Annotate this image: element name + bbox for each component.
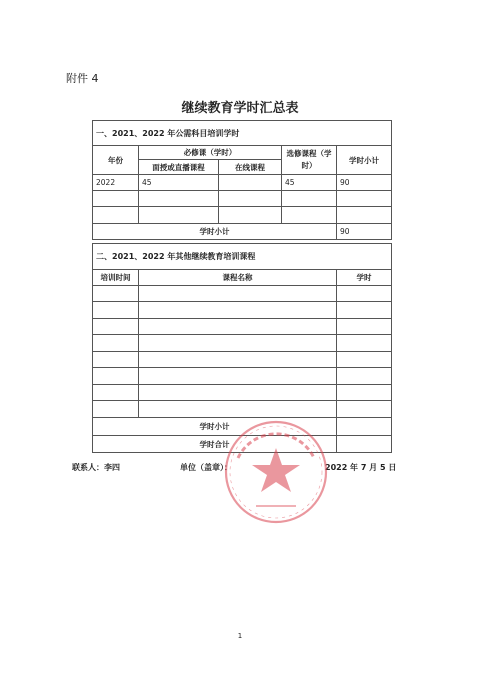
table-row	[93, 319, 392, 335]
elective-header: 选修课程（学时）	[282, 146, 337, 175]
section1-total-value: 90	[337, 224, 392, 240]
page-title: 继续教育学时汇总表	[181, 101, 299, 116]
face-course-header: 面授或直播课程	[139, 160, 219, 175]
year-header: 年份	[93, 146, 139, 175]
table-row	[93, 401, 392, 418]
table-row	[93, 385, 392, 401]
year-cell: 2022	[93, 175, 139, 191]
time-header: 培训时间	[93, 270, 139, 286]
section1-title: 一、2021、2022 年公需科目培训学时	[93, 121, 392, 146]
table-row	[93, 191, 392, 207]
table-row	[93, 207, 392, 224]
subtotal-header: 学时小计	[337, 146, 392, 175]
date-label: 2022 年 7 月 5 日	[325, 463, 397, 472]
table-row	[93, 335, 392, 352]
public-subjects-table	[92, 120, 392, 240]
annex-label: 附件 4	[66, 72, 99, 85]
table-row	[93, 352, 392, 368]
subtotal-cell: 90	[337, 175, 392, 191]
hours-header: 学时	[337, 270, 392, 286]
table-row	[93, 368, 392, 385]
table-row	[93, 286, 392, 302]
section2-title: 二、2021、2022 年其他继续教育培训课程	[93, 244, 392, 270]
table-row	[93, 175, 392, 191]
unit-stamp-label: 单位（盖章）：	[180, 463, 232, 472]
page-number: 1	[237, 632, 243, 640]
elective-cell: 45	[282, 175, 337, 191]
section2-subtotal-label: 学时小计	[93, 418, 337, 436]
contact-person: 联系人：李四	[72, 463, 120, 472]
required-header: 必修课（学时）	[139, 146, 282, 160]
section1-total-label: 学时小计	[93, 224, 337, 240]
face-cell: 45	[139, 175, 219, 191]
official-seal-stamp	[222, 418, 330, 526]
section2-grand-total-label: 学时合计	[93, 436, 337, 453]
table-row	[93, 302, 392, 319]
online-course-header: 在线课程	[219, 160, 282, 175]
online-cell	[219, 175, 282, 191]
course-name-header: 课程名称	[139, 270, 337, 286]
